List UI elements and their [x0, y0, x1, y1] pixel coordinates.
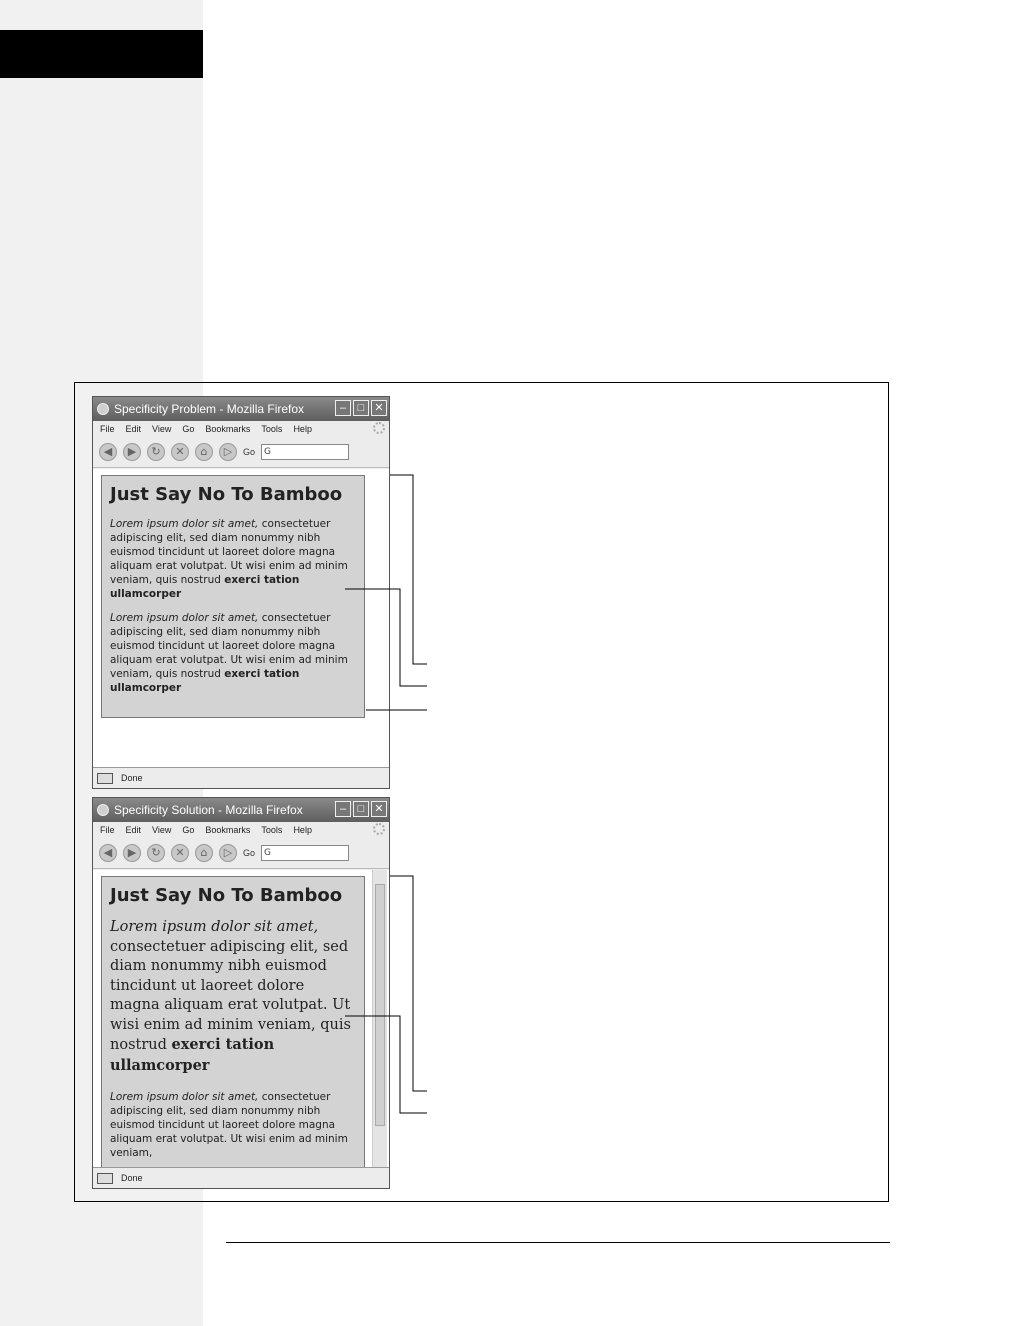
menu-edit[interactable]: Edit — [125, 825, 142, 835]
paragraph — [110, 611, 356, 695]
menu-go[interactable]: Go — [182, 825, 195, 835]
italic-text: Lorem ipsum dolor sit amet, — [110, 612, 259, 624]
back-icon[interactable]: ◀ — [99, 443, 117, 461]
menu-file[interactable]: File — [100, 424, 115, 434]
reload-icon[interactable]: ↻ — [147, 844, 165, 862]
throbber-icon — [373, 422, 385, 434]
menu-view[interactable]: View — [152, 825, 172, 835]
navigation-toolbar — [93, 437, 389, 468]
close-icon[interactable]: ✕ — [371, 801, 387, 817]
menu-tools[interactable]: Tools — [261, 424, 283, 434]
bold-text: exerci tation ullamcorper — [110, 668, 300, 694]
menu-tools[interactable]: Tools — [261, 825, 283, 835]
status-text: Done — [121, 773, 143, 783]
title-bar[interactable] — [93, 798, 389, 822]
status-text: Done — [121, 1173, 143, 1183]
vertical-scrollbar[interactable] — [372, 870, 387, 1168]
go-icon[interactable]: ▷ — [219, 844, 237, 862]
page-viewport — [93, 469, 389, 768]
body-text: consectetuer adipiscing elit, sed diam nonummy nibh euismod tincidunt ut laoreet dolore magna aliquam erat volutpat. Ut wisi enim ad minim veniam, quis nostrud — [110, 612, 348, 680]
search-input[interactable]: G — [261, 845, 349, 861]
go-button[interactable]: Go — [243, 447, 256, 457]
paragraph — [110, 517, 356, 601]
paragraph — [110, 1090, 356, 1160]
reload-icon[interactable]: ↻ — [147, 443, 165, 461]
back-icon[interactable]: ◀ — [99, 844, 117, 862]
window-title: Specificity Problem - Mozilla Firefox — [114, 402, 305, 416]
forward-icon[interactable]: ▶ — [123, 844, 141, 862]
body-text: consectetuer adipiscing elit, sed diam nonummy nibh euismod tincidunt ut laoreet dolore magna aliquam erat volutpat. Ut wisi enim ad minim veniam, quis nostrud — [110, 938, 351, 1053]
home-icon[interactable]: ⌂ — [195, 844, 213, 862]
content-box — [101, 475, 365, 718]
body-text: consectetuer adipiscing elit, sed diam nonummy nibh euismod tincidunt ut laoreet dolore magna aliquam erat volutpat. Ut wisi enim ad minim veniam, — [110, 1091, 348, 1159]
menu-go[interactable]: Go — [182, 424, 195, 434]
go-icon[interactable]: ▷ — [219, 443, 237, 461]
firefox-icon — [97, 403, 109, 415]
status-icon — [97, 773, 113, 784]
menu-view[interactable]: View — [152, 424, 172, 434]
forward-icon[interactable]: ▶ — [123, 443, 141, 461]
italic-text: Lorem ipsum dolor sit amet, — [110, 518, 259, 530]
browser-window-problem — [92, 396, 390, 789]
menu-edit[interactable]: Edit — [125, 424, 142, 434]
stop-icon[interactable]: ✕ — [171, 443, 189, 461]
menu-file[interactable]: File — [100, 825, 115, 835]
go-button[interactable]: Go — [243, 848, 256, 858]
bold-text: exerci tation ullamcorper — [110, 1036, 275, 1074]
body-text: consectetuer adipiscing elit, sed diam nonummy nibh euismod tincidunt ut laoreet dolore magna aliquam erat volutpat. Ut wisi enim ad minim veniam, quis nostrud — [110, 518, 348, 586]
italic-text: Lorem ipsum dolor sit amet, — [110, 1091, 259, 1103]
minimize-icon[interactable]: – — [335, 801, 351, 817]
window-title: Specificity Solution - Mozilla Firefox — [114, 803, 303, 817]
page-viewport — [93, 870, 389, 1168]
home-icon[interactable]: ⌂ — [195, 443, 213, 461]
content-box — [101, 876, 365, 1176]
page-heading: Just Say No To Bamboo — [110, 484, 343, 505]
maximize-icon[interactable]: □ — [353, 801, 369, 817]
scroll-thumb[interactable] — [375, 884, 385, 1126]
menu-help[interactable]: Help — [293, 424, 312, 434]
menu-bookmarks[interactable]: Bookmarks — [205, 424, 251, 434]
browser-window-solution — [92, 797, 390, 1189]
firefox-icon — [97, 804, 109, 816]
menu-bookmarks[interactable]: Bookmarks — [205, 825, 251, 835]
paragraph — [110, 918, 356, 1076]
stop-icon[interactable]: ✕ — [171, 844, 189, 862]
navigation-toolbar — [93, 838, 389, 869]
menu-bar — [93, 421, 389, 437]
menu-bar — [93, 822, 389, 838]
chapter-tab — [0, 30, 203, 78]
status-bar — [93, 1167, 389, 1188]
menu-help[interactable]: Help — [293, 825, 312, 835]
throbber-icon — [373, 823, 385, 835]
minimize-icon[interactable]: – — [335, 400, 351, 416]
search-input[interactable]: G — [261, 444, 349, 460]
bold-text: exerci tation ullamcorper — [110, 574, 300, 600]
title-bar[interactable] — [93, 397, 389, 421]
italic-text: Lorem ipsum dolor sit amet, — [110, 919, 319, 935]
status-icon — [97, 1173, 113, 1184]
footer-rule — [226, 1242, 890, 1243]
page-heading: Just Say No To Bamboo — [110, 885, 343, 906]
status-bar — [93, 767, 389, 788]
maximize-icon[interactable]: □ — [353, 400, 369, 416]
close-icon[interactable]: ✕ — [371, 400, 387, 416]
